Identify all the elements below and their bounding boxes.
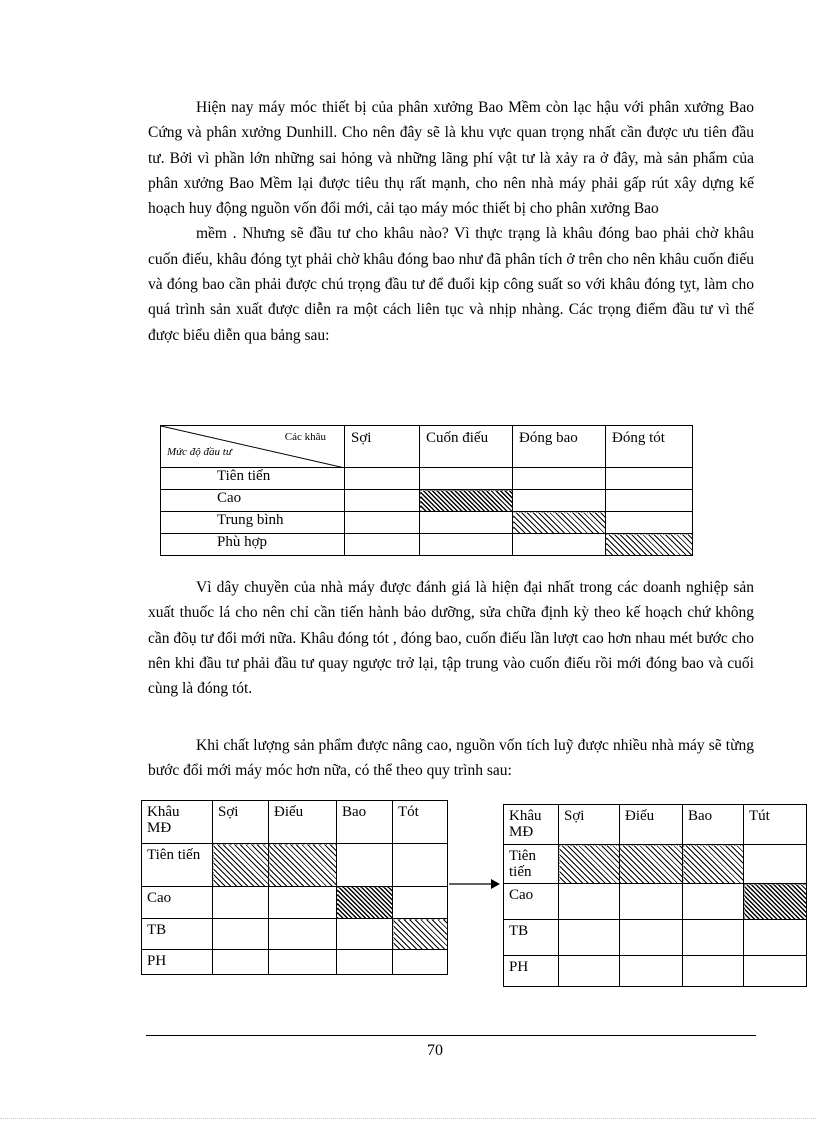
hatched-cell [513,512,606,534]
table-cell [337,919,393,950]
table-cell [269,919,337,950]
hatched-cell [683,845,744,884]
hatched-cell [213,844,269,887]
column-header: Bao [683,805,744,845]
table-cell [269,887,337,919]
table-cell [606,468,693,490]
table-cell [213,919,269,950]
page-bottom-border [0,1118,816,1119]
current-state-table [141,800,448,975]
table-cell [213,887,269,919]
row-header: Cao [161,490,345,512]
row-header: PH [504,956,559,987]
column-header: Cuốn điếu [420,426,513,468]
table-cell [420,468,513,490]
column-header: Đóng tót [606,426,693,468]
hatched-cell [559,845,620,884]
hatched-cell [393,919,448,950]
table-cell [513,468,606,490]
hatched-cell [606,534,693,556]
table-cell [513,534,606,556]
table-cell [620,884,683,920]
row-header: Cao [142,887,213,919]
table-cell [513,490,606,512]
table-cell [420,512,513,534]
table-cell [393,887,448,919]
transition-arrow-icon [449,876,501,892]
table-cell [744,920,807,956]
table-cell [620,920,683,956]
paragraph-3: Khi chất lượng sản phẩm được nâng cao, nguồn vốn tích luỹ được nhiều nhà máy sẽ từng bước đổi mới máy móc hơn nữa, có thể theo quy trình sau: [148,737,754,780]
future-state-table [503,804,807,987]
table-cell [345,490,420,512]
table-cell [337,950,393,975]
hatched-cell [420,490,513,512]
row-header: Tiên tiến [504,845,559,884]
table-cell [744,845,807,884]
row-header: PH [142,950,213,975]
column-header: Tót [393,801,448,844]
row-header: TB [142,919,213,950]
column-header: Điếu [269,801,337,844]
table-cell [420,534,513,556]
table-cell [620,956,683,987]
table-cell [393,844,448,887]
row-header: Trung bình [161,512,345,534]
column-header: Sợi [345,426,420,468]
table-cell [345,534,420,556]
table-cell [683,920,744,956]
row-header: Cao [504,884,559,920]
table-cell [345,468,420,490]
table-cell [213,950,269,975]
table-cell [606,490,693,512]
corner-top-label: Các khâu [284,431,326,443]
table-cell [606,512,693,534]
table-cell [393,950,448,975]
page-number: 70 [427,1042,443,1059]
row-header: TB [504,920,559,956]
table-cell [559,956,620,987]
table-corner-cell [161,426,345,468]
hatched-cell [337,887,393,919]
column-header: Tút [744,805,807,845]
table-cell [337,844,393,887]
table-corner-cell: Khâu MĐ [142,801,213,844]
column-header: Bao [337,801,393,844]
table-cell [345,512,420,534]
column-header: Sợi [213,801,269,844]
column-header: Điếu [620,805,683,845]
table-cell [269,950,337,975]
hatched-cell [620,845,683,884]
corner-bottom-label: Mức độ đầu tư [167,446,232,458]
table-cell [559,920,620,956]
column-header: Đóng bao [513,426,606,468]
hatched-cell [269,844,337,887]
row-header: Tiên tiến [161,468,345,490]
hatched-cell [744,884,807,920]
row-header: Tiên tiến [142,844,213,887]
table-cell [559,884,620,920]
table-corner-cell: Khâu MĐ [504,805,559,845]
row-header: Phù hợp [161,534,345,556]
paragraph-1: Hiện nay máy móc thiết bị của phân xưởng Bao Mềm còn lạc hậu với phân xưởng Bao Cứng và phân xưởng Dunhill. Cho nên đây sẽ là khu vực quan trọng nhất cần được ưu tiên đầu tư. Bởi vì phần lớn những sai hỏng và những lãng phí vật tư là xảy ra ở đây, mà sản phẩm của phân xưởng Bao Mềm lại được tiêu thụ rất mạnh, cho nên nhà máy phải gấp rút xây dựng kế hoạch huy động nguồn vốn đổi mới, cải tạo máy móc thiết bị cho phân xưởng Bao mềm . Nhưng sẽ đầu tư cho khâu nào? Vì thực trạng là khâu đóng bao phải chờ khâu cuốn điếu, khâu đóng tỵt phải chờ khâu đóng bao như đã phân tích ở trên cho nên khâu cuốn điếu và đóng bao cần phải được chú trọng đầu tư để đuổi kịp công suất so với khâu đóng tỵt, làm cho quá trình sản xuất được diễn ra một cách liên tục và nhịp nhàng. Các trọng điểm đầu tư vì thế được biểu diễn qua bảng sau: [148,99,754,344]
column-header: Sợi [559,805,620,845]
footer-divider [146,1035,756,1036]
table-cell [744,956,807,987]
table-cell [683,884,744,920]
investment-priority-table [160,425,693,556]
paragraph-2: Vì dây chuyền của nhà máy được đánh giá là hiện đại nhất trong các doanh nghiệp sản xuất thuốc lá cho nên chỉ cần tiến hành bảo dưỡng, sửa chữa định kỳ theo kế hoạch chứ không cần đõụ tư đổi mới nữa. Khâu đóng tót , đóng bao, cuốn điếu lần lượt cao hơn nhau mét bước cho nên khi đầu tư phải đầu tư quay ngược trở lại, tập trung vào cuốn điếu rồi mới đóng bao và cuối cùng là đóng tót. [148,579,754,698]
table-cell [683,956,744,987]
